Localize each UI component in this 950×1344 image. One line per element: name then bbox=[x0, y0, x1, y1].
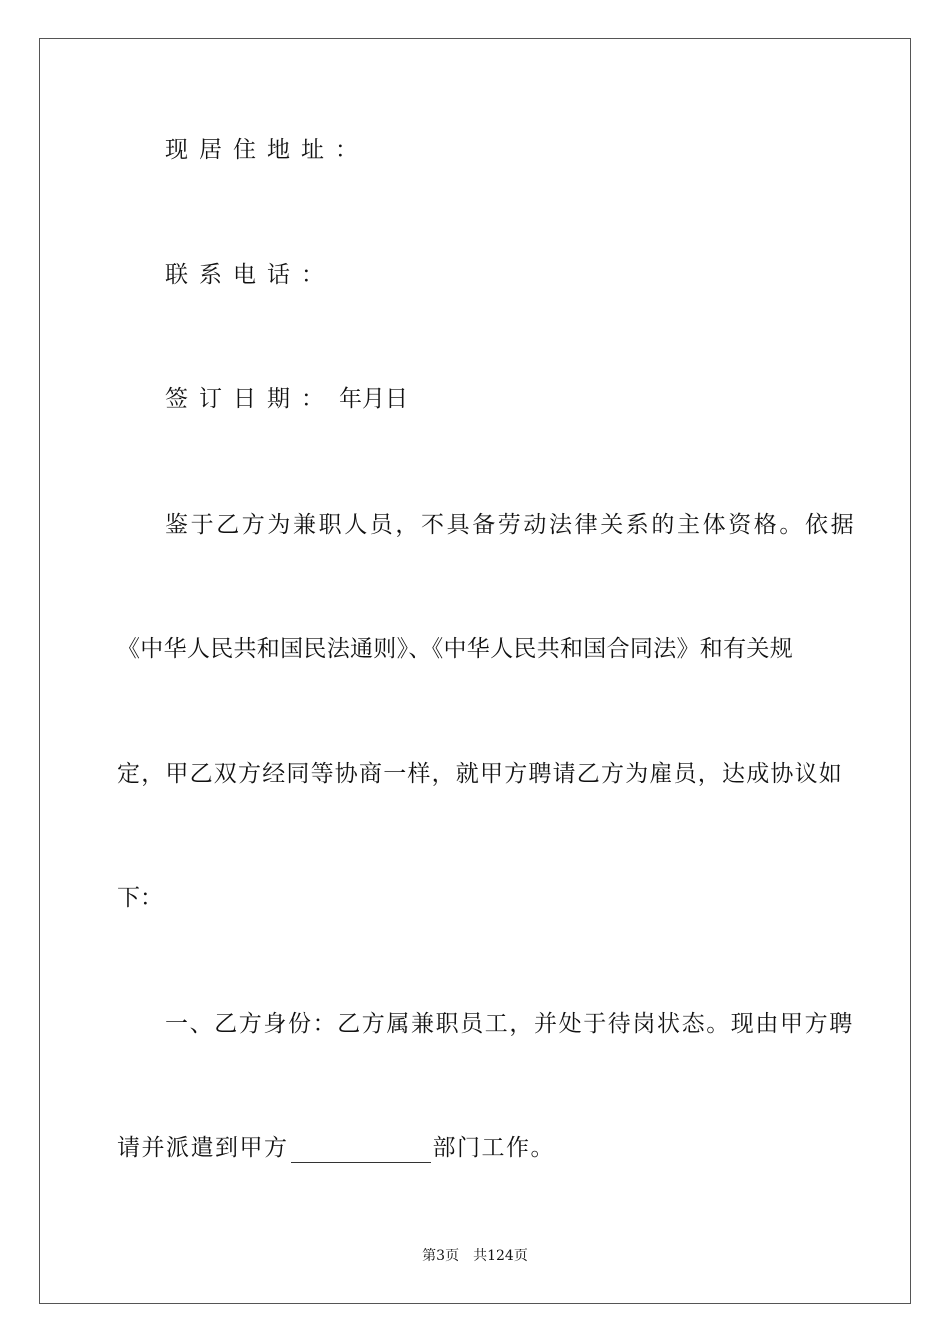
department-suffix: 部门工作。 bbox=[432, 1135, 555, 1161]
paragraph-line: 鉴于乙方为兼职人员，不具备劳动法律关系的主体资格。依据 bbox=[165, 512, 857, 538]
address-label: 现居住地址： bbox=[165, 137, 369, 163]
sign-date-label: 签订日期： bbox=[165, 386, 335, 412]
paragraph-line: 《中华人民共和国民法通则》、《中华人民共和国合同法》和有关规 bbox=[117, 636, 793, 662]
section-1-line: 一、乙方身份：乙方属兼职员工，并处于待岗状态。现由甲方聘 bbox=[165, 1011, 854, 1037]
phone-label: 联系电话： bbox=[165, 262, 335, 288]
department-blank bbox=[291, 1140, 431, 1163]
page-total: 共124页 bbox=[473, 1248, 528, 1264]
page-number: 第3页 bbox=[422, 1248, 460, 1264]
page-footer bbox=[0, 1246, 950, 1266]
dispatch-text: 请并派遣到甲方 bbox=[117, 1135, 289, 1161]
sign-date-value: 年月日 bbox=[339, 386, 408, 412]
paragraph-line: 下： bbox=[117, 885, 163, 911]
sign-date-line bbox=[117, 384, 881, 414]
section-1-line-2 bbox=[117, 1133, 833, 1163]
page-frame bbox=[39, 38, 911, 1304]
paragraph-line: 定，甲乙双方经同等协商一样，就甲方聘请乙方为雇员，达成协议如 bbox=[117, 761, 843, 787]
